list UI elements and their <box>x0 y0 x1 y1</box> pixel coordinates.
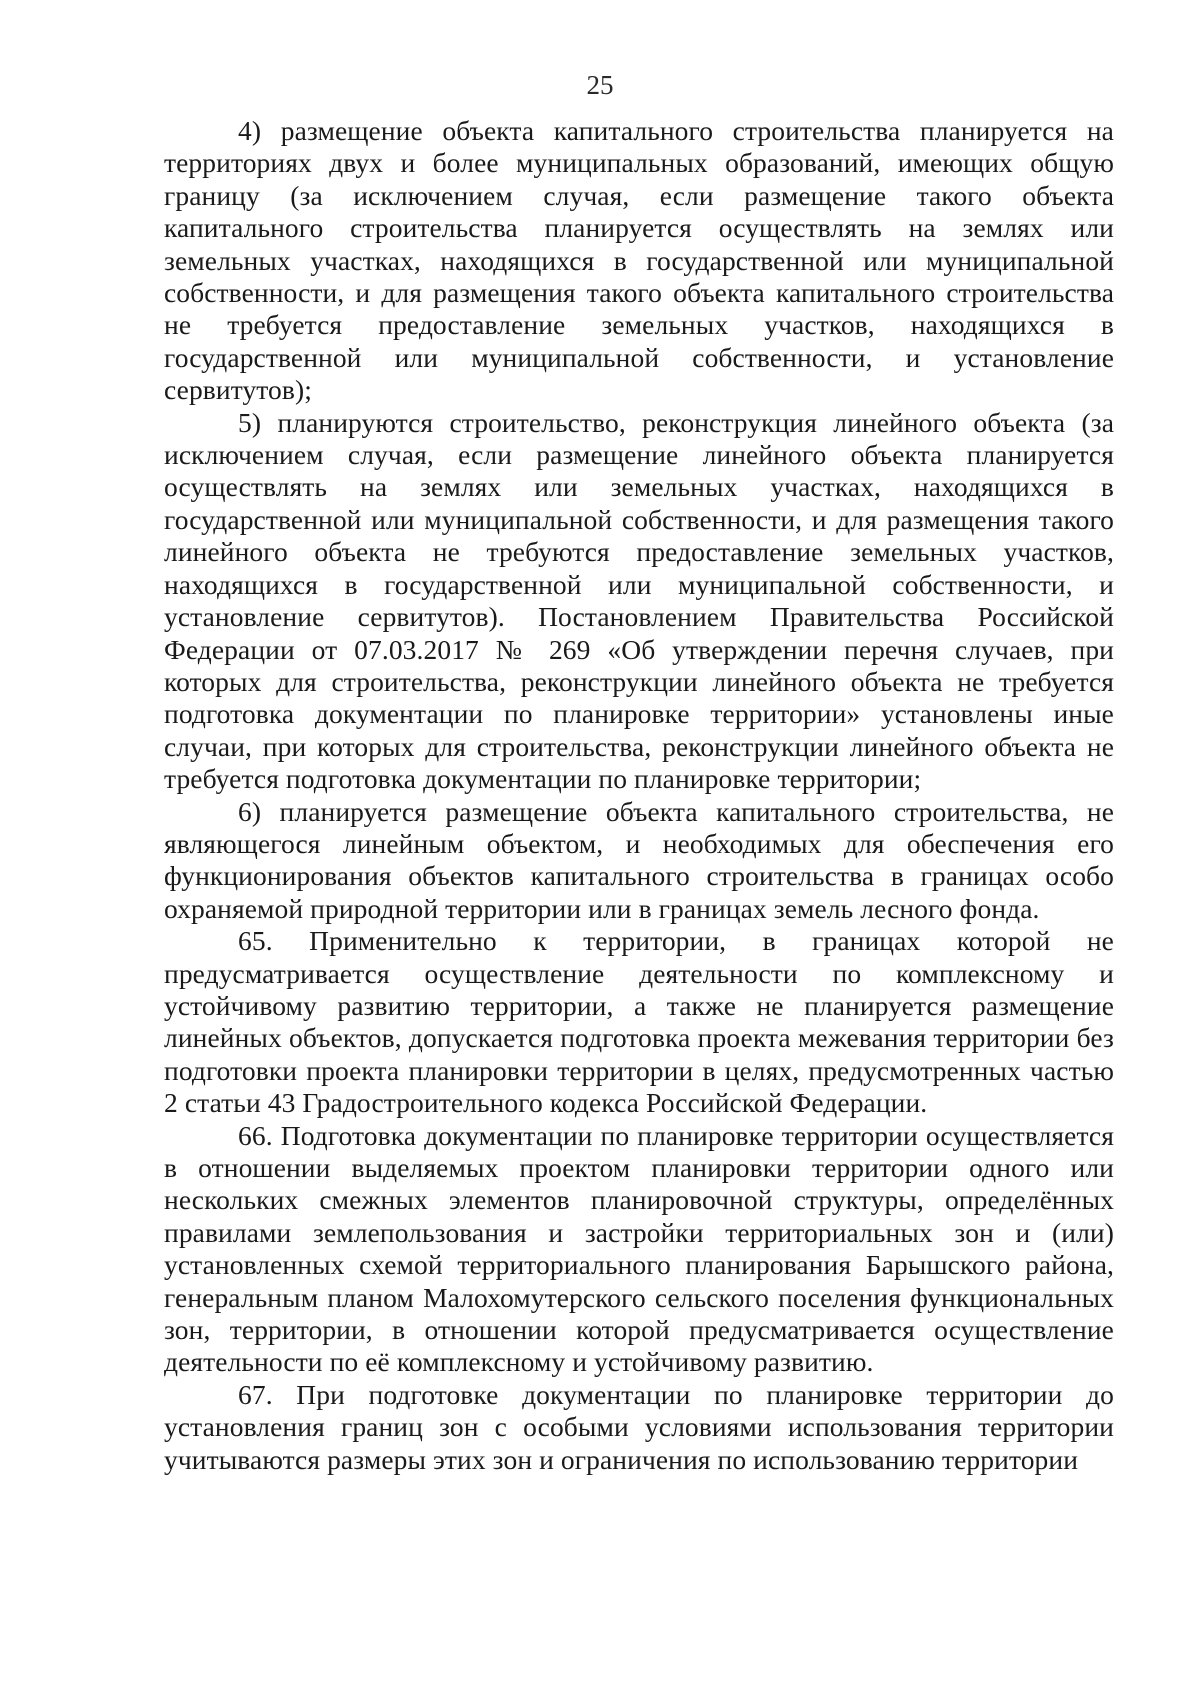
paragraph-item-4: 4) размещение объекта капитального строительства планируется на территориях двух и более муниципальных образований, имеющих общую границу (за исключением случая, если размещение такого объекта капитального строительства планируется осуществлять на землях или земельных участках, находящихся в государственной или муниципальной собственности, и для размещения такого объекта капитального строительства не требуется предоставление земельных участков, находящихся в государственной или муниципальной собственности, и установление сервитутов); <box>164 115 1114 406</box>
paragraph-clause-67: 67. При подготовке документации по планировке территории до установления границ зон с особыми условиями использования территории учитываются размеры этих зон и ограничения по использованию территории <box>164 1378 1114 1475</box>
paragraph-clause-65: 65. Применительно к территории, в границах которой не предусматривается осуществление деятельности по комплексному и устойчивому развитию территории, а также не планируется размещение линейных объектов, допускается подготовка проекта межевания территории без подготовки проекта планировки территории в целях, предусмотренных частью 2 статьи 43 Градостроительного кодекса Российской Федерации. <box>164 925 1114 1119</box>
paragraph-clause-66: 66. Подготовка документации по планировке территории осуществляется в отношении выделяемых проектом планировки территории одного или нескольких смежных элементов планировочной структуры, определённых правилами землепользования и застройки территориальных зон и (или) установленных схемой территориального планирования Барышского района, генеральным планом Малохомутерского сельского поселения функциональных зон, территории, в отношении которой предусматривается осуществление деятельности по её комплексному и устойчивому развитию. <box>164 1119 1114 1378</box>
paragraph-item-5: 5) планируются строительство, реконструкция линейного объекта (за исключением случая, если размещение линейного объекта планируется осуществлять на землях или земельных участках, находящихся в государственной или муниципальной собственности, и для размещения такого линейного объекта не требуются предоставление земельных участков, находящихся в государственной или муниципальной собственности, и установление сервитутов). Постановлением Правительства Российской Федерации от 07.03.2017 № 269 «Об утверждении перечня случаев, при которых для строительства, реконструкции линейного объекта не требуется подготовка документации по планировке территории» установлены иные случаи, при которых для строительства, реконструкции линейного объекта не требуется подготовка документации по планировке территории; <box>164 406 1114 795</box>
paragraph-item-6: 6) планируется размещение объекта капитального строительства, не являющегося линейным объектом, и необходимых для обеспечения его функционирования объектов капитального строительства в границах особо охраняемой природной территории или в границах земель лесного фонда. <box>164 795 1114 924</box>
page-number: 25 <box>586 70 614 100</box>
document-body <box>164 115 1114 1476</box>
